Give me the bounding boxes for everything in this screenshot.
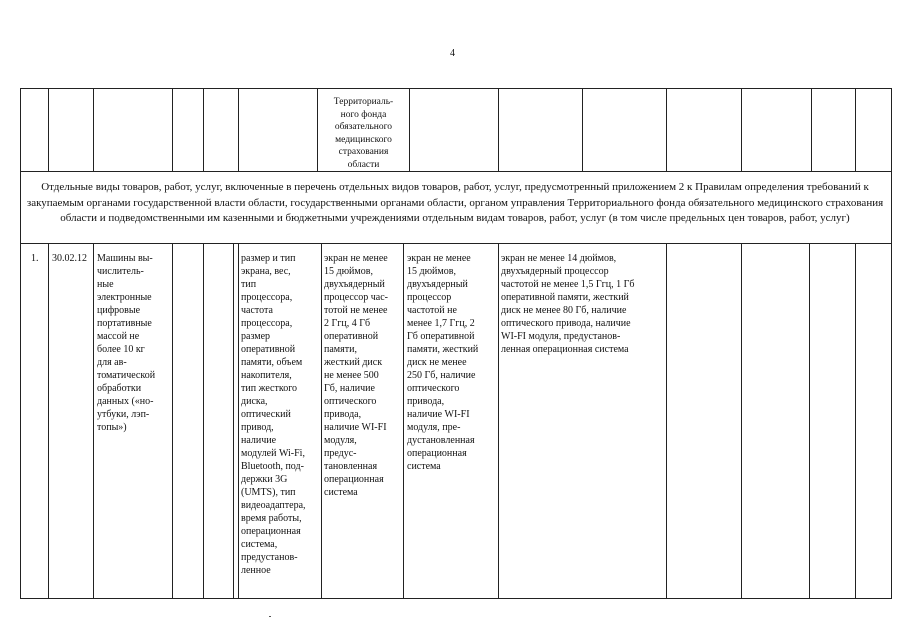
section-heading: Отдельные виды товаров, работ, услуг, включенные в перечень отдельных видов товаров, работ, услуг, предусмотренный приложением 2 к Правилам определения требований к закупаемым органами государственной власти области, государственными органами области, органом управления Территориального фонда обязательного медицинского страхования области и подведомственными им казенными и бюджетными учреждениями отдельным видам товаров, работ, услуг (в том числе предельных цен товаров, работ, услуг) [26,181,884,224]
table-right-border [891,88,892,598]
header-col-line [498,88,499,171]
section-bottom-border [20,243,892,244]
table-bottom-border [20,598,892,599]
header-col-line [172,88,173,171]
header-bottom-border [20,171,892,172]
row-col-line [172,243,173,598]
header-col-line [666,88,667,171]
header-col-line [582,88,583,171]
row-col-line [93,243,94,598]
table-top-border [20,88,892,89]
row-characteristics: размер и тип экрана, вес, тип процессора, частота процессора, размер оперативной памяти, объем накопителя, тип жесткого диска, оптический привод, наличие модулей Wi-Fi, Bluetooth, под- держки 3G (UMTS), тип видеоадаптера, время работы, операционная система, предустанов- ленное [241,253,306,576]
header-col-line [811,88,812,171]
row-col-line [809,243,810,598]
row-col-line [498,243,499,598]
row-col-line [233,243,234,598]
header-col-line [93,88,94,171]
page-number: 4 [450,48,455,59]
header-col-line [855,88,856,171]
header-cell-territorial-fund: Территориаль- ного фонда обязательного медицинского страхования области [333,97,394,170]
row-col-line [403,243,404,598]
header-col-line [317,88,318,171]
row-col-line [855,243,856,598]
row-code: 30.02.12 [52,253,87,264]
row-col-line [321,243,322,598]
row-col-line [666,243,667,598]
header-col-line [741,88,742,171]
scan-mark [269,616,271,617]
row-col-line [238,243,239,598]
row-col-line [741,243,742,598]
header-col-line [238,88,239,171]
row-col-line [203,243,204,598]
header-col-line [409,88,410,171]
table-left-border [20,88,21,598]
header-col-line [203,88,204,171]
row-value-3: экран не менее 14 дюймов, двухъядерный процессор частотой не менее 1,5 Ггц, 1 Гб оперативной памяти, жесткий диск не менее 80 Гб, наличие оптического привода, наличие WI-FI модуля, предустанов- ленная операционная система [501,253,635,355]
row-number: 1. [31,253,39,264]
row-value-1: экран не менее 15 дюймов, двухъядерный процессор час- тотой не менее 2 Ггц, 4 Гб оперативной памяти, жесткий диск не менее 500 Гб, наличие оптического привода, наличие WI-FI модуля, предус- тановленная операционная система [324,253,389,498]
header-col-line [48,88,49,171]
row-col-line [48,243,49,598]
row-item-name: Машины вы- числитель- ные электронные цифровые портативные массой не более 10 кг для ав- томатической обработки данных («но- утбуки, лэп- топы») [97,253,156,433]
row-value-2: экран не менее 15 дюймов, двухъядерный процессор частотой не менее 1,7 Ггц, 2 Гб оперативной памяти, жесткий диск не менее 250 Гб, наличие оптического привода, наличие WI-FI модуля, пре- дустановленная операционная система [407,253,479,472]
